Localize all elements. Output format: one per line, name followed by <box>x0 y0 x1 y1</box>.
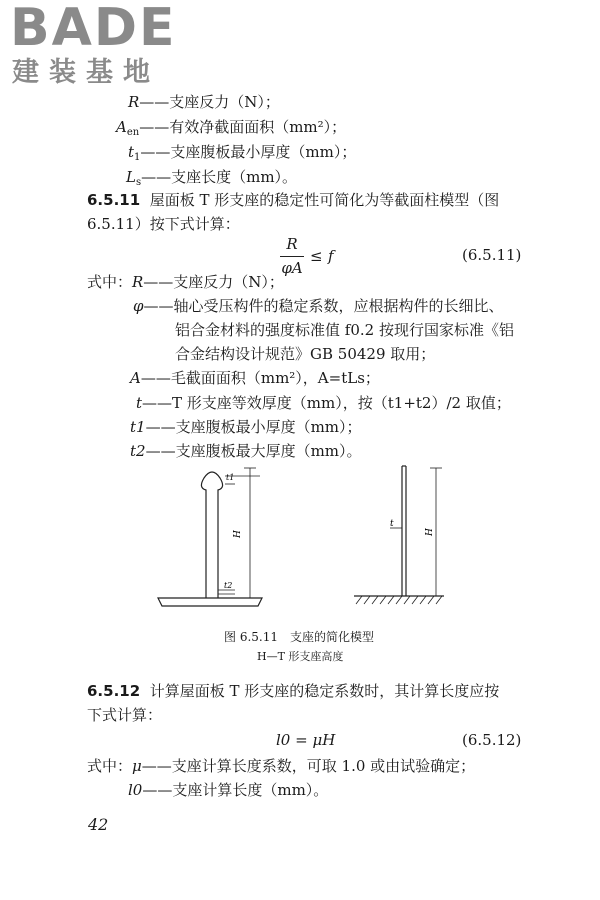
def-row <box>130 417 362 437</box>
section-text-line: 下式计算： <box>87 706 163 724</box>
section-text-line: 6.5.11）按下式计算： <box>87 215 240 233</box>
def-row <box>116 117 346 143</box>
section-heading-6-5-11 <box>87 190 499 210</box>
label-t1: t1 <box>226 473 235 482</box>
figure-subcaption: H—T 形支座高度 <box>257 650 344 663</box>
section-text: 屋面板 T 形支座的稳定性可简化为等截面柱模型（图 <box>149 191 500 209</box>
label-t-right: t <box>390 519 394 529</box>
def-text: ——支座计算长度系数，可取 1.0 或由试验确定； <box>141 757 476 775</box>
def-text: ——支座计算长度（mm）。 <box>142 781 329 799</box>
def-text: ——支座反力（N）； <box>143 273 284 291</box>
def-row <box>128 142 356 168</box>
section-number: 6.5.11 <box>87 191 141 209</box>
formula-denominator: φA <box>281 259 303 277</box>
def-text: ——支座腹板最小厚度（mm）； <box>145 418 362 436</box>
def-row <box>132 756 475 776</box>
def-text: ——支座腹板最小厚度（mm）； <box>140 143 357 161</box>
def-row <box>133 296 504 316</box>
def-text: ——毛截面面积（mm²），A=tLs； <box>140 369 380 387</box>
def-symbol: R <box>132 273 144 291</box>
def-continuation: 铝合金材料的强度标准值 f0.2 按现行国家标准《铝 <box>175 321 514 339</box>
def-row <box>130 368 380 388</box>
formula-rhs: f <box>328 247 334 265</box>
def-symbol: φ <box>133 297 144 315</box>
def-text: ——支座反力（N）； <box>139 93 280 111</box>
where-label: 式中： <box>87 757 133 775</box>
section-heading-6-5-12 <box>87 681 499 701</box>
def-symbol: t2 <box>130 442 146 460</box>
def-symbol: t <box>128 143 135 161</box>
def-symbol: l0 <box>128 781 143 799</box>
logo-brand: BADE <box>10 0 177 58</box>
formula-number: (6.5.12) <box>462 731 522 749</box>
def-row <box>136 393 511 413</box>
def-symbol: μ <box>132 757 142 775</box>
figure-caption: 图 6.5.11 支座的简化模型 <box>224 630 374 644</box>
def-text: ——支座腹板最大厚度（mm）。 <box>145 442 362 460</box>
formula-lhs: l0 <box>276 731 291 749</box>
def-row <box>128 92 280 112</box>
formula-numerator: R <box>286 235 298 253</box>
def-symbol: A <box>116 118 127 136</box>
def-symbol: t <box>136 394 143 412</box>
def-row <box>128 780 328 800</box>
def-row <box>130 441 362 461</box>
section-number: 6.5.12 <box>87 682 141 700</box>
where-label: 式中： <box>87 273 133 291</box>
formula-eq: = <box>295 731 308 749</box>
def-symbol: t1 <box>130 418 146 436</box>
def-symbol: A <box>130 369 141 387</box>
def-symbol: R <box>128 93 140 111</box>
def-symbol: L <box>126 168 136 186</box>
formula-6-5-12 <box>276 730 335 750</box>
def-text: ——轴心受压构件的稳定系数，应根据构件的长细比、 <box>143 297 504 315</box>
formula-relation: ≤ <box>310 247 323 265</box>
t-support-drawing <box>158 468 262 606</box>
def-text: ——T 形支座等效厚度（mm），按（t1+t2）/2 取值； <box>142 394 511 412</box>
formula-rhs: μH <box>312 731 336 749</box>
def-text: ——支座长度（mm）。 <box>141 168 298 186</box>
def-subscript: 1 <box>134 152 141 163</box>
def-subscript: s <box>135 177 142 188</box>
section-text: 计算屋面板 T 形支座的稳定系数时，其计算长度应按 <box>149 682 500 700</box>
label-h-left: H <box>233 530 243 538</box>
label-t2: t2 <box>224 581 233 590</box>
figure-6-5-11 <box>140 460 470 620</box>
logo-subtitle: 建装基地 <box>12 57 160 88</box>
def-subscript: en <box>126 127 140 138</box>
page-number: 42 <box>88 815 109 834</box>
formula-number: (6.5.11) <box>462 246 522 264</box>
def-continuation: 合金结构设计规范》GB 50429 取用； <box>175 345 436 363</box>
formula-6-5-11 <box>276 234 356 280</box>
label-h-right: H <box>425 528 435 536</box>
def-text: ——有效净截面面积（mm²）； <box>139 118 347 136</box>
fraction-bar <box>280 256 304 257</box>
def-row <box>132 272 284 292</box>
